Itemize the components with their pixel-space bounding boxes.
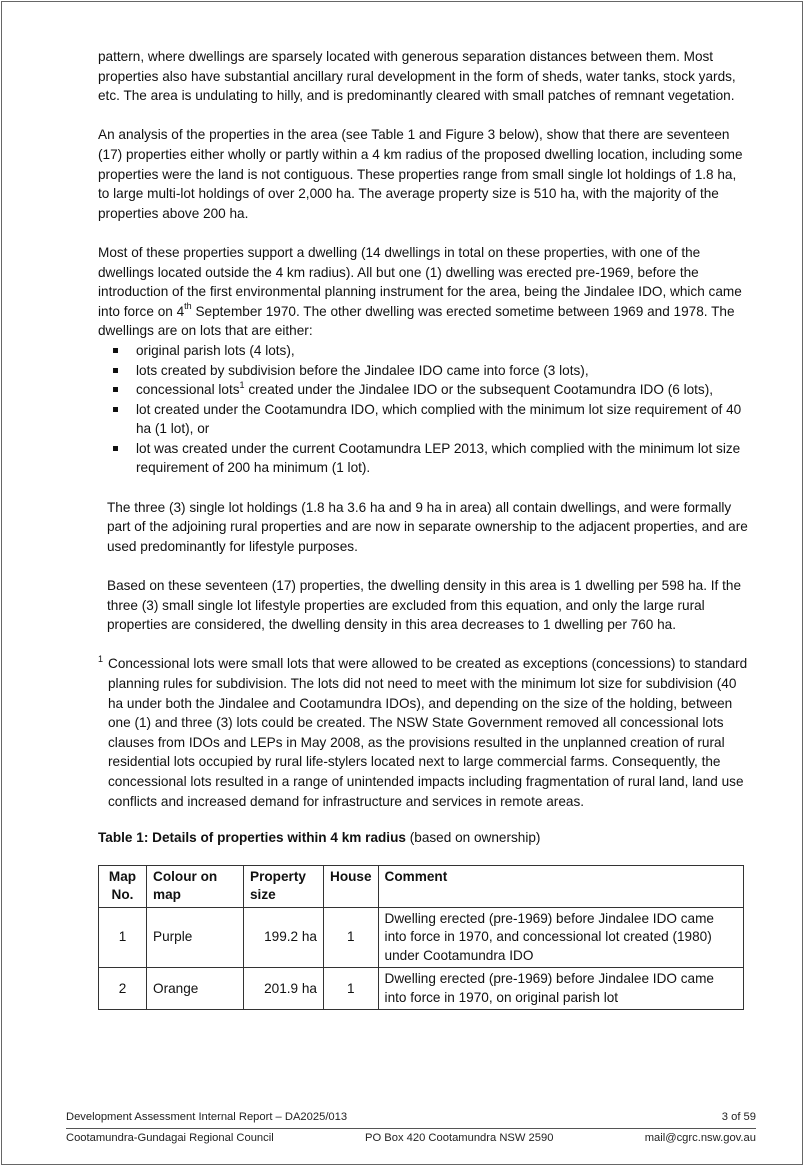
document-body <box>98 47 748 1010</box>
report-title: Development Assessment Internal Report – DA2025/013 <box>66 1111 348 1123</box>
properties-table <box>98 865 744 1011</box>
list-item: lots created by subdivision before the Jindalee IDO came into force (3 lots), <box>98 361 748 381</box>
col-header-size: Property size <box>244 865 324 907</box>
council-name: Cootamundra-Gundagai Regional Council <box>66 1132 274 1144</box>
list-item: lot was created under the current Cootamundra LEP 2013, which complied with the minimum lot size requirement of 200 ha minimum (1 lot). <box>98 439 748 478</box>
footnote: 1 Concessional lots were small lots that were allowed to be created as exceptions (concessions) to standard planning rules for subdivision. The lots did not need to meet with the minimum lot size for subdivision (40 ha under both the Jindalee and Cootamundra IDOs), and depending on the size of the holding, between one (1) and three (3) lots could be created. The NSW State Government removed all concessional lots clauses from IDOs and LEPs in May 2008, as the provisions resulted in the unplanned creation of rural residential lots occupied by rural life-stylers located next to large commercial farms. Consequently, the concessional lots resulted in a range of unintended impacts including fragmentation of rural land, land use conflicts and increased demand for infrastructure and services in remote areas. <box>98 654 748 809</box>
table-row: 2 Orange 201.9 ha 1 Dwelling erected (pre-1969) before Jindalee IDO came into force in 1970, on original parish lot <box>99 968 744 1010</box>
page-number: 3 of 59 <box>721 1111 756 1123</box>
col-header-colour: Colour on map <box>147 865 244 907</box>
footer-report-line <box>66 1111 756 1123</box>
paragraph-4: The three (3) single lot holdings (1.8 ha 3.6 ha and 9 ha in area) all contain dwellings, and were formally part of the adjoining rural properties and are now in separate ownership to the adjacent properties, and are used predominantly for lifestyle purposes. <box>107 499 748 554</box>
paragraph-2: An analysis of the properties in the area (see Table 1 and Figure 3 below), show that there are seventeen (17) properties either wholly or partly within a 4 km radius of the proposed dwelling location, including some properties were the land is not contiguous. These properties range from small single lot holdings of 1.8 ha, to large multi-lot holdings of over 2,000 ha. The average property size is 510 ha, with the majority of the properties above 200 ha. <box>98 127 743 221</box>
table-header-row <box>99 865 744 907</box>
footer-divider <box>66 1128 756 1129</box>
paragraph-1: pattern, where dwellings are sparsely located with generous separation distances between them. Most properties also have substantial ancillary rural development in the form of sheds, water tanks, stock yards, etc. The area is undulating to hilly, and is predominantly cleared with small patches of remnant vegetation. <box>98 49 736 104</box>
paragraph-3: Most of these properties support a dwelling (14 dwellings in total on these properties, with one of the dwellings located outside the 4 km radius). All but one (1) dwelling was erected pre-1969, before the introduction of the first environmental planning instrument for the area, being the Jindalee IDO, which came into force on 4th September 1970. The other dwelling was erected sometime between 1969 and 1978. The dwellings are on lots that are either: <box>98 244 742 339</box>
col-header-comment: Comment <box>378 865 743 907</box>
table-row: 1 Purple 199.2 ha 1 Dwelling erected (pre-1969) before Jindalee IDO came into force in 1970, and concessional lot created (1980) under Cootamundra IDO <box>99 907 744 968</box>
list-item: original parish lots (4 lots), <box>98 341 748 361</box>
col-header-map-no: Map No. <box>99 865 147 907</box>
footer-contact-line <box>66 1132 756 1144</box>
list-item: lot created under the Cootamundra IDO, which complied with the minimum lot size requirement of 40 ha (1 lot), or <box>98 400 748 439</box>
lot-type-list <box>98 341 748 478</box>
footnote-reference: 1 <box>239 379 245 390</box>
email-address: mail@cgrc.nsw.gov.au <box>644 1132 756 1144</box>
list-item: concessional lots$^1$ created under the Jindalee IDO or the subsequent Cootamundra IDO (6 lots), <box>98 380 748 400</box>
paragraph-5: Based on these seventeen (17) properties, the dwelling density in this area is 1 dwelling per 598 ha. If the three (3) small single lot lifestyle properties are excluded from this equation, and only the large rural properties are considered, the dwelling density in this area decreases to 1 dwelling per 760 ha. <box>107 578 742 633</box>
postal-address: PO Box 420 Cootamundra NSW 2590 <box>365 1132 554 1144</box>
col-header-house: House <box>324 865 379 907</box>
table-caption: Table 1: Details of properties within 4 km radius (based on ownership) <box>98 830 541 846</box>
